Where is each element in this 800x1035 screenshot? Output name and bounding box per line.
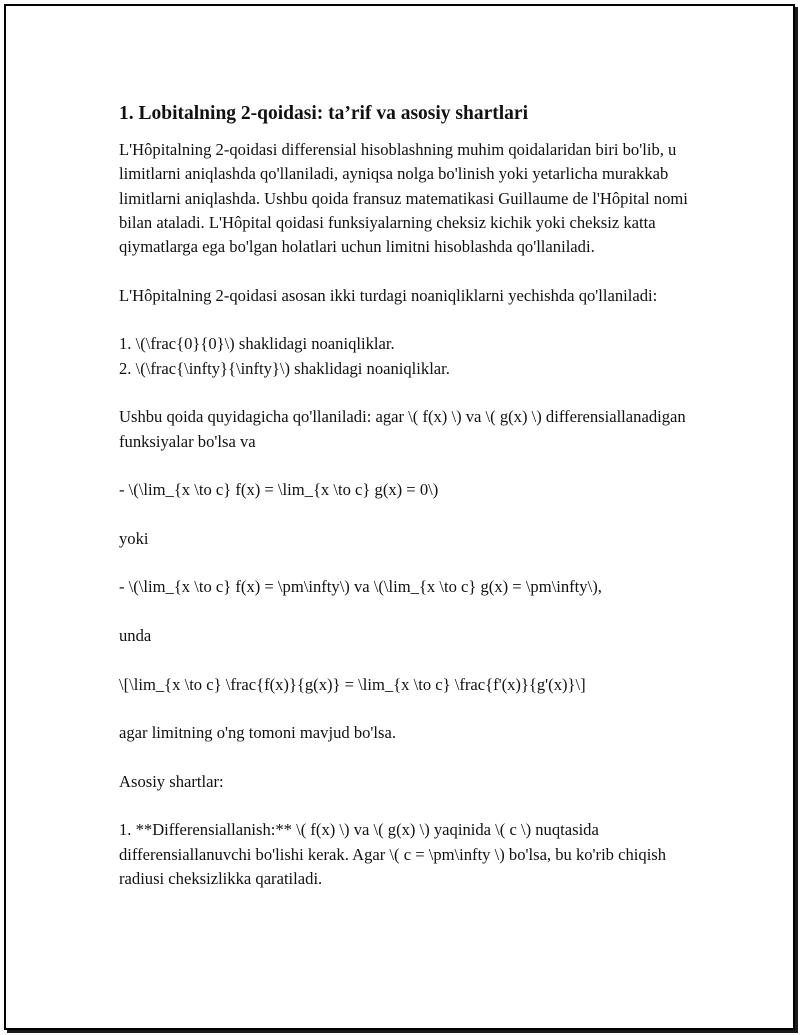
lhopital-formula: \[\lim_{x \to c} \frac{f(x)}{g(x)} = \lim_{x \to c} \frac{f'(x)}{g'(x)}\]	[119, 674, 586, 694]
document-page	[4, 4, 795, 1030]
document-body	[119, 102, 689, 891]
formula-condition: agar limitning o'ng tomoni mavjud bo'lsa.	[119, 723, 396, 743]
condition-infinite-limits: - \(\lim_{x \to c} f(x) = \pm\infty\) va \(\lim_{x \to c} g(x) = \pm\infty\),	[119, 577, 602, 597]
condition-zero-limits: - \(\lim_{x \to c} f(x) = \lim_{x \to c} g(x) = 0\)	[119, 480, 439, 500]
condition-item-differentiability: 1. **Differensiallanish:** \( f(x) \) va \( g(x) \) yaqinida \( c \) nuqtasida differensiallanuvchi bo'lishi kerak. Agar \( c = \pm\infty \) bo'lsa, bu ko'rib chiqish radiusi cheksizlikka qaratiladi.	[119, 820, 667, 888]
indeterminate-forms-list	[119, 332, 689, 381]
then-word: unda	[119, 625, 152, 645]
condition-intro-paragraph: Ushbu qoida quyidagicha qo'llaniladi: agar \( f(x) \) va \( g(x) \) differensiallanadigan funksiyalar bo'lsa va	[119, 407, 686, 451]
list-item: 2. \(\frac{\infty}{\infty}\) shaklidagi noaniqliklar.	[119, 358, 450, 378]
usage-intro-paragraph: L'Hôpitalning 2-qoidasi asosan ikki turdagi noaniqliklarni yechishda qo'llaniladi:	[119, 285, 658, 305]
main-conditions-title: Asosiy shartlar:	[119, 771, 224, 791]
section-heading: 1. Lobitalning 2-qoidasi: ta’rif va asosiy shartlari	[119, 103, 528, 124]
list-item: 1. \(\frac{0}{0}\) shaklidagi noaniqliklar.	[119, 334, 395, 354]
intro-paragraph: L'Hôpitalning 2-qoidasi differensial hisoblashning muhim qoidalaridan biri bo'lib, u limitlarni aniqlashda qo'llaniladi, ayniqsa nolga bo'linish yoki yetarlicha murakkab limitlarni aniqlashda. Ushbu qoida fransuz matematikasi Guillaume de l'Hôpital nomi bilan ataladi. L'Hôpital qoidasi funksiyalarning cheksiz kichik yoki cheksiz katta qiymatlarga ega bo'lgan holatlari uchun limitni hisoblashda qo'llaniladi.	[119, 140, 688, 257]
or-word: yoki	[119, 528, 149, 548]
